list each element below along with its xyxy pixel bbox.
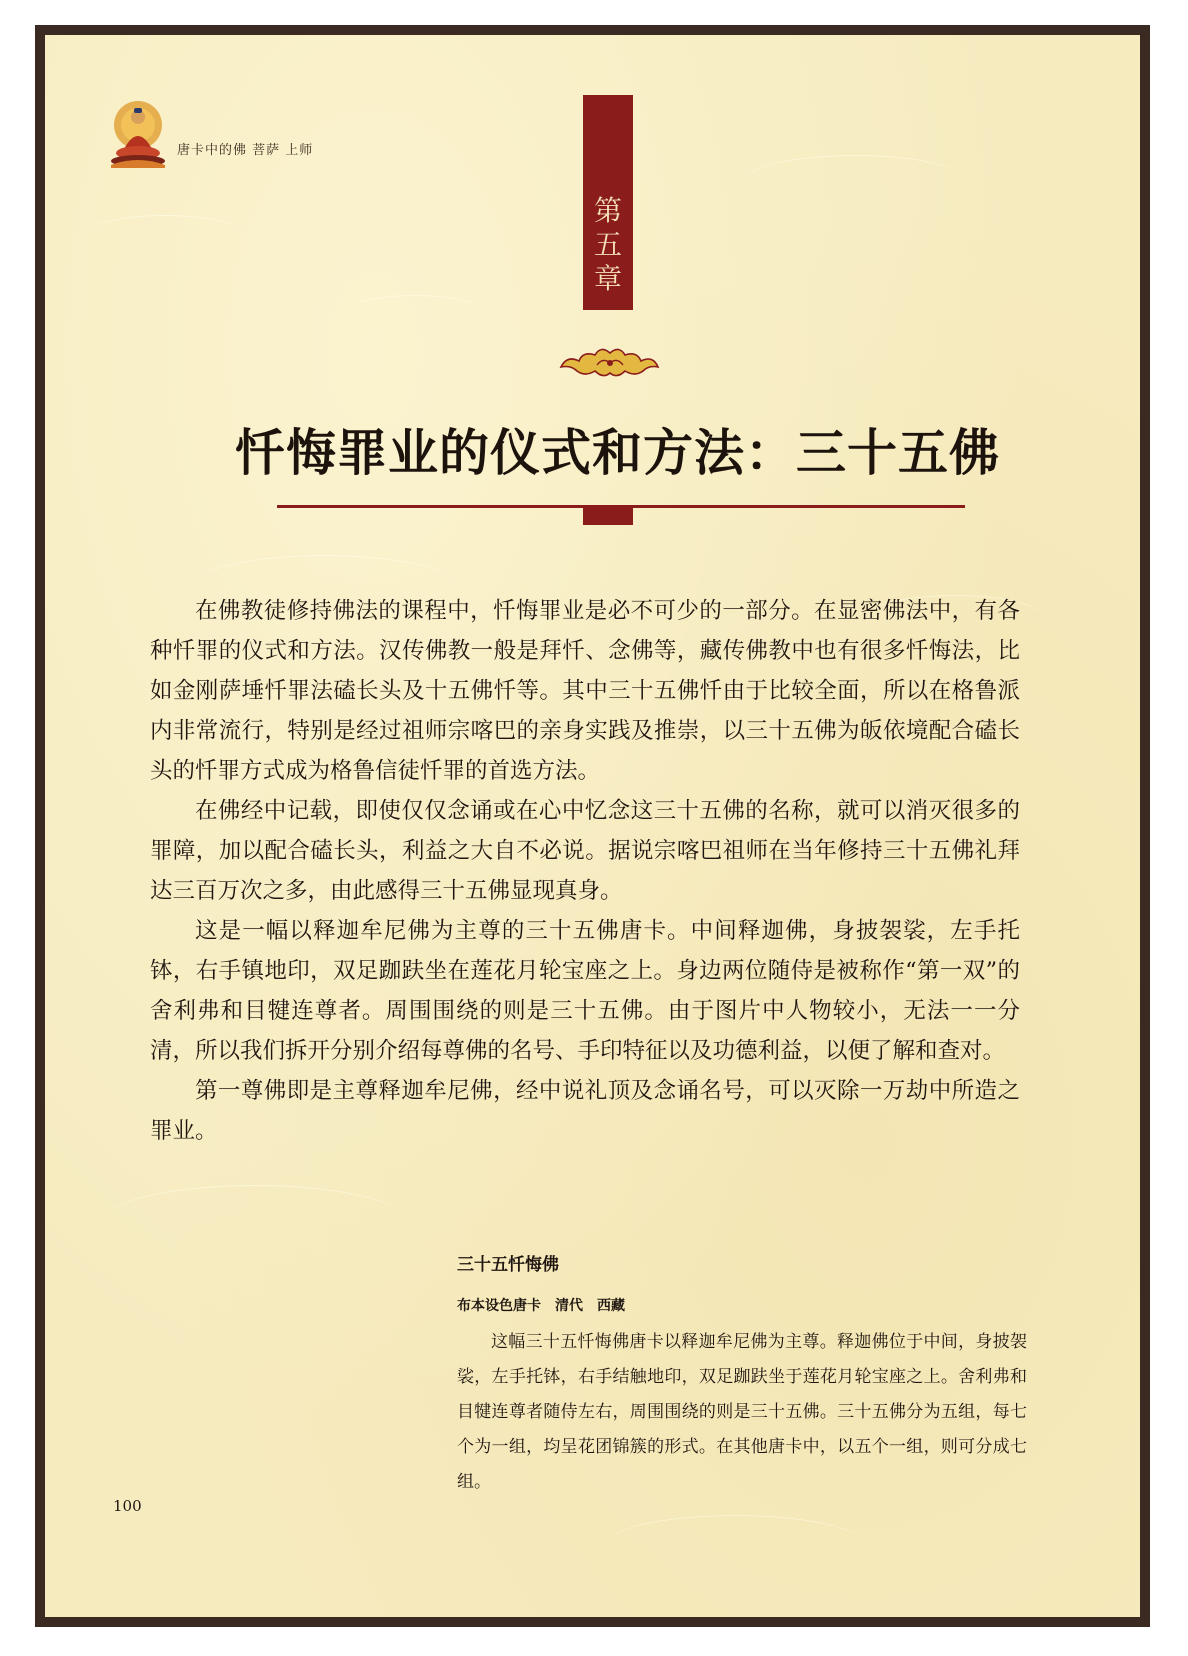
paper-fiber [105, 1185, 405, 1256]
caption-text: 这幅三十五忏悔佛唐卡以释迦牟尼佛为主尊。释迦佛位于中间，身披袈裟，左手托钵，右手结触地印，双足跏趺坐于莲花月轮宝座之上。舍利弗和目犍连尊者随侍左右，周围围绕的则是三十五佛。三十五佛分为五组，每七个为一组，均呈花团锦簇的形式。在其他唐卡中，以五个一组，则可分成七组。 [457, 1332, 1027, 1492]
page-title: 忏悔罪业的仪式和方法：三十五佛 [235, 423, 1000, 482]
paragraph: 第一尊佛即是主尊释迦牟尼佛，经中说礼顶及念诵名号，可以灭除一万劫中所造之罪业。 [150, 1078, 1020, 1144]
chapter-char: 五 [593, 228, 622, 261]
paragraph: 这是一幅以释迦牟尼佛为主尊的三十五佛唐卡。中间释迦佛，身披袈裟，左手托钵，右手镇地印，双足跏趺坐在莲花月轮宝座之上。身边两位随侍是被称作“第一双”的舍利弗和目犍连尊者。周围围绕的则是三十五佛。由于图片中人物较小，无法一一分清，所以我们拆开分别介绍每尊佛的名号、手印特征以及功德利益，以便了解和查对。 [150, 918, 1020, 1064]
running-header [105, 95, 405, 170]
chapter-char: 第 [593, 194, 622, 227]
paper-fiber [745, 155, 965, 206]
auspicious-cloud-ornament-icon [557, 343, 662, 381]
page-number: 100 [113, 1497, 142, 1515]
running-head-text: 唐卡中的佛 菩萨 上师 [177, 143, 314, 158]
caption-title: 三十五忏悔佛 [457, 1255, 559, 1275]
main-text [150, 591, 1020, 1151]
page-frame [35, 25, 1150, 1627]
chapter-tab [583, 95, 633, 310]
chapter-char: 章 [593, 262, 622, 295]
paragraph: 在佛教徒修持佛法的课程中，忏悔罪业是必不可少的一部分。在显密佛法中，有各种忏罪的仪式和方法。汉传佛教一般是拜忏、念佛等，藏传佛教中也有很多忏悔法，比如金刚萨埵忏罪法磕长头及十五佛忏等。其中三十五佛忏由于比较全面，所以在格鲁派内非常流行，特别是经过祖师宗喀巴的亲身实践及推崇，以三十五佛为皈依境配合磕长头的忏罪方式成为格鲁信徒忏罪的首选方法。 [150, 598, 1020, 784]
caption-subtitle: 布本设色唐卡 清代 西藏 [457, 1298, 625, 1314]
paper-fiber [345, 295, 485, 331]
paper-fiber [605, 1515, 865, 1576]
title-underline-tab [583, 505, 633, 525]
buddha-figure-icon [105, 95, 175, 170]
paper-background [45, 35, 1140, 1617]
paper-fiber [85, 215, 245, 256]
figure-caption [457, 1250, 1027, 1500]
paragraph: 在佛经中记载，即使仅仅念诵或在心中忆念这三十五佛的名称，就可以消灭很多的罪障，加以配合磕长头，利益之大自不必说。据说宗喀巴祖师在当年修持三十五佛礼拜达三百万次之多，由此感得三十五佛显现真身。 [150, 798, 1020, 904]
